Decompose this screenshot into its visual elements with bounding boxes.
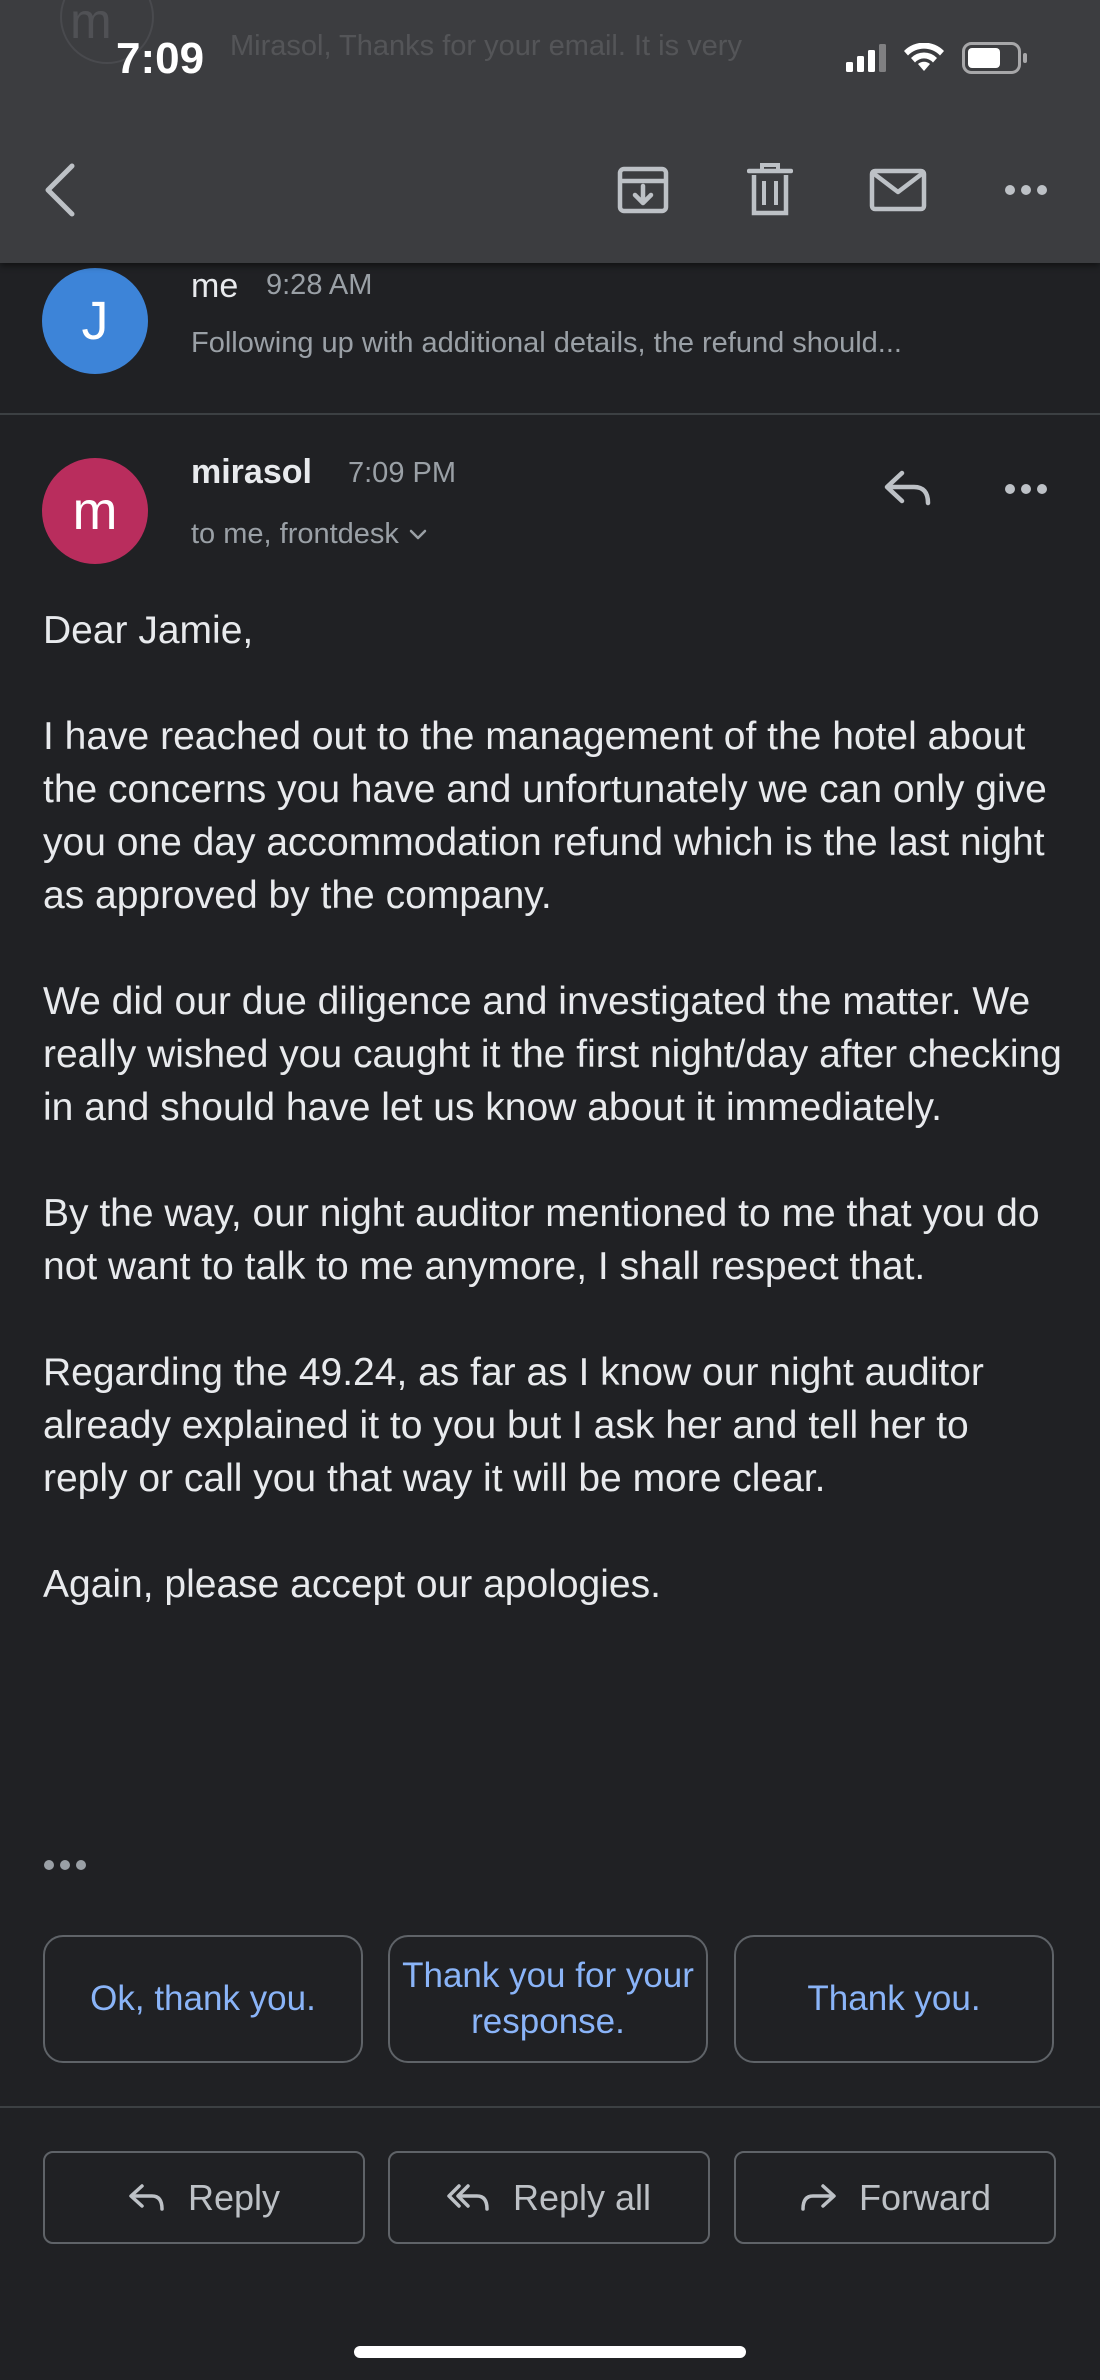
message-snippet: Following up with additional details, the refund should... xyxy=(191,327,902,359)
sender-name: me xyxy=(191,267,239,305)
scrolled-snippet-ghost: Mirasol, Thanks for your email. It is very xyxy=(230,30,742,62)
smart-reply-chip[interactable]: Ok, thank you. xyxy=(43,1935,363,2063)
back-button[interactable] xyxy=(30,160,90,220)
forward-label: Forward xyxy=(858,2176,992,2218)
body-paragraph: I have reached out to the management of the hotel about the concerns you have and unfortunately we can only give you one day accommodation refund which is the last night as approved by the company. xyxy=(43,715,1047,917)
recipients-toggle[interactable] xyxy=(191,518,427,551)
signal-icon xyxy=(846,44,886,72)
body-paragraph: We did our due diligence and investigated the matter. We really wished you caught it the first night/day after checking in and should have let us know about it immediately. xyxy=(43,980,1062,1129)
message-divider xyxy=(0,413,1100,415)
collapsed-message-me[interactable] xyxy=(0,263,1100,413)
reply-icon xyxy=(128,2183,166,2213)
home-indicator[interactable] xyxy=(354,2346,746,2358)
reply-all-button[interactable] xyxy=(388,2151,710,2244)
top-app-bar xyxy=(0,0,1100,263)
trash-icon xyxy=(747,163,793,217)
archive-icon xyxy=(617,164,669,216)
reply-icon xyxy=(882,469,934,509)
message-time: 9:28 AM xyxy=(266,269,373,301)
back-icon xyxy=(40,162,80,218)
reply-all-label: Reply all xyxy=(512,2176,652,2218)
body-paragraph: Regarding the 49.24, as far as I know our night auditor already explained it to you but I ask her and tell her to reply or call you that way it will be more clear. xyxy=(43,1351,984,1500)
reply-button[interactable] xyxy=(43,2151,365,2244)
delete-button[interactable] xyxy=(740,162,800,218)
status-icons xyxy=(846,42,1028,74)
smart-reply-chip[interactable]: Thank you for your response. xyxy=(388,1935,708,2063)
forward-button[interactable] xyxy=(734,2151,1056,2244)
recipients-label: to me, frontdesk xyxy=(191,518,399,550)
wifi-icon xyxy=(904,43,944,73)
show-trimmed-content-button[interactable] xyxy=(44,1860,86,1870)
avatar-me: J xyxy=(42,268,148,374)
sender-name: mirasol xyxy=(191,453,312,491)
reply-label: Reply xyxy=(187,2176,281,2218)
mail-icon xyxy=(869,168,927,212)
message-more-button[interactable] xyxy=(996,469,1056,509)
message-body xyxy=(43,604,1063,1664)
more-options-button[interactable] xyxy=(996,170,1056,210)
scrolled-avatar-letter-ghost: m xyxy=(70,0,112,49)
smart-reply-chip[interactable]: Thank you. xyxy=(734,1935,1054,2063)
actions-divider xyxy=(0,2106,1100,2108)
status-time: 7:09 xyxy=(116,34,205,83)
body-paragraph: Dear Jamie, xyxy=(43,609,254,652)
mark-unread-button[interactable] xyxy=(866,164,930,216)
message-time: 7:09 PM xyxy=(348,457,456,489)
reply-all-icon xyxy=(447,2183,491,2213)
avatar-mirasol: m xyxy=(42,458,148,564)
forward-icon xyxy=(799,2183,837,2213)
more-icon xyxy=(1004,483,1048,495)
reply-icon-button[interactable] xyxy=(876,462,940,516)
archive-button[interactable] xyxy=(612,162,674,218)
battery-icon xyxy=(962,42,1028,74)
body-paragraph: By the way, our night auditor mentioned to me that you do not want to talk to me anymore, I shall respect that. xyxy=(43,1192,1040,1288)
more-icon xyxy=(1004,184,1048,196)
body-paragraph: Again, please accept our apologies. xyxy=(43,1563,661,1606)
chevron-down-icon xyxy=(409,529,427,541)
